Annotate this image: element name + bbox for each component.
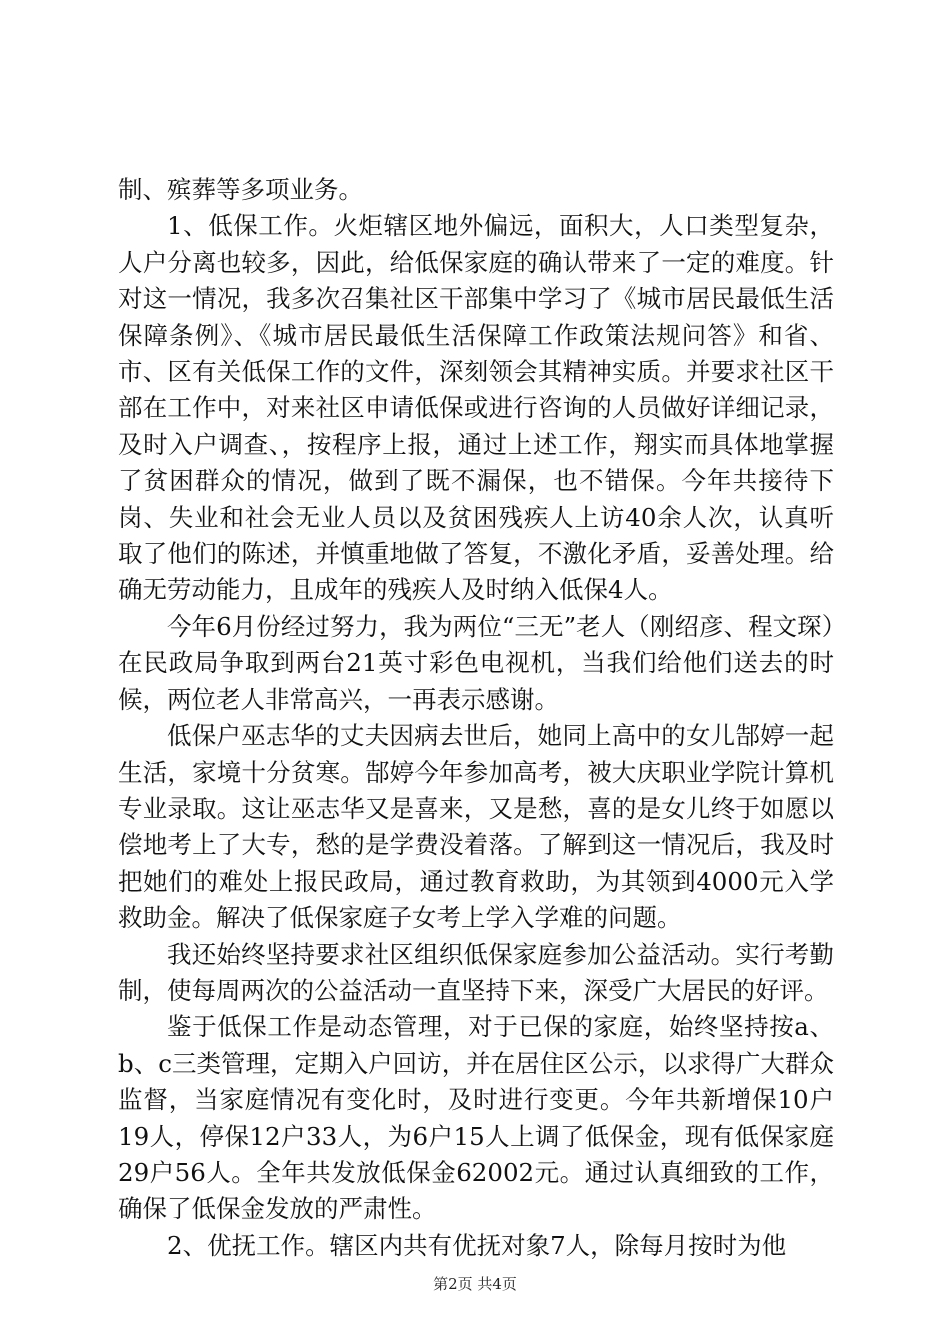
paragraph-subsistence-allowance: 1、低保工作。火炬辖区地外偏远，面积大，人口类型复杂，人户分离也较多，因此，给低保家庭的确认带来了一定的难度。针对这一情况，我多次召集社区干部集中学习了《城市居民最低生活保障条例》、《城市居民最低生活保障工作政策法规问答》和省、市、区有关低保工作的文件，深刻领会其精神实质。并要求社区干部在工作中，对来社区申请低保或进行咨询的人员做好详细记录，及时入户调查、，按程序上报，通过上述工作，翔实而具体地掌握了贫困群众的情况，做到了既不漏保，也不错保。今年共接待下岗、失业和社会无业人员以及贫困残疾人上访40余人次，认真听取了他们的陈述，并慎重地做了答复，不激化矛盾，妥善处理。给确无劳动能力，且成年的残疾人及时纳入低保4人。 xyxy=(118,211,834,605)
page-footer: 第2页 共4页 xyxy=(433,1275,517,1293)
paragraph-special-care: 2、优抚工作。辖区内共有优抚对象7人，除每月按时为他 xyxy=(167,1230,787,1260)
paragraph-dynamic-management: 鉴于低保工作是动态管理，对于已保的家庭，始终坚持按a、b、c三类管理，定期入户回访，并在居住区公示，以求得广大群众监督，当家庭情况有变化时，及时进行变更。今年共新增保10户19人，停保12户33人，为6户15人上调了低保金，现有低保家庭29户56人。全年共发放低保金62002元。通过认真细致的工作，确保了低保金发放的严肃性。 xyxy=(118,1012,834,1224)
document-body xyxy=(118,172,834,1264)
paragraph-education-aid: 低保户巫志华的丈夫因病去世后，她同上高中的女儿郜婷一起生活，家境十分贫寒。郜婷今年参加高考，被大庆职业学院计算机专业录取。这让巫志华又是喜来，又是愁，喜的是女儿终于如愿以偿地考上了大专，愁的是学费没着落。了解到这一情况后，我及时把她们的难处上报民政局，通过教育救助，为其领到4000元入学救助金。解决了低保家庭子女考上学入学难的问题。 xyxy=(118,721,834,933)
paragraph-continuation: 制、殡葬等多项业务。 xyxy=(118,175,363,204)
paragraph-public-service: 我还始终坚持要求社区组织低保家庭参加公益活动。实行考勤制，使每周两次的公益活动一直坚持下来，深受广大居民的好评。 xyxy=(118,939,834,1005)
paragraph-elderly-tv: 今年6月份经过努力，我为两位“三无”老人（刚绍彦、程文琛）在民政局争取到两台21英寸彩色电视机，当我们给他们送去的时候，两位老人非常高兴，一再表示感谢。 xyxy=(118,611,834,714)
